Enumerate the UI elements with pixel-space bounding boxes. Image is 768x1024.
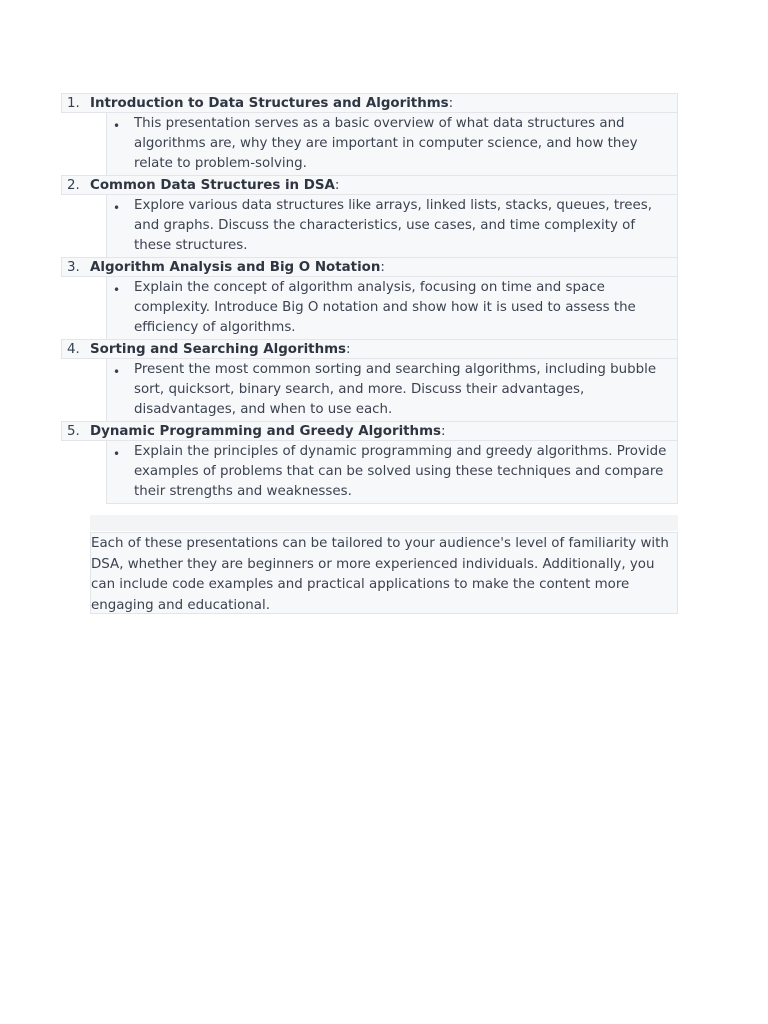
- topic-detail-text: Present the most common sorting and searching algorithms, including bubble sort, quicksort, binary search, and more. Discuss their advantages, disadvantages, and when to use each.: [134, 362, 657, 417]
- bullet-icon: •: [113, 119, 121, 133]
- topic-detail-3: [106, 277, 678, 340]
- topic-detail-1: [106, 113, 678, 176]
- topic-item-2: [61, 175, 678, 195]
- topic-detail-2: [106, 195, 678, 258]
- topic-title: Dynamic Programming and Greedy Algorithms: [90, 424, 442, 439]
- topic-item-4: [61, 339, 678, 359]
- topic-detail-text: Explain the concept of algorithm analysis, focusing on time and space complexity. Introduce Big O notation and show how it is used to assess the efficiency of algorithms.: [134, 280, 636, 335]
- topic-suffix: :: [441, 424, 446, 439]
- topic-title: Sorting and Searching Algorithms: [90, 342, 347, 357]
- topic-detail-text: Explain the principles of dynamic programming and greedy algorithms. Provide examples of problems that can be solved using these techniques and compare their strengths and weaknesses.: [134, 444, 667, 499]
- topic-heading: [90, 340, 351, 359]
- topic-title: Common Data Structures in DSA: [90, 178, 335, 193]
- topic-detail-4: [106, 359, 678, 422]
- topic-detail-5: [106, 441, 678, 504]
- topic-item-1: [61, 93, 678, 113]
- topic-list: [61, 93, 678, 504]
- bullet-icon: •: [113, 447, 121, 461]
- topic-item-5: [61, 421, 678, 441]
- topic-suffix: :: [448, 96, 454, 111]
- topic-title: Introduction to Data Structures and Algorithms: [90, 96, 449, 111]
- topic-heading: [90, 258, 385, 277]
- topic-heading: [90, 176, 339, 195]
- topic-number: 3.: [67, 260, 80, 275]
- empty-spacer-row: [90, 515, 678, 531]
- topic-suffix: :: [346, 342, 351, 357]
- topic-heading: [90, 94, 453, 113]
- topic-number: 4.: [67, 342, 80, 357]
- topic-heading: [90, 422, 446, 441]
- topic-suffix: :: [334, 178, 340, 193]
- topic-suffix: :: [380, 260, 385, 275]
- topic-title: Algorithm Analysis and Big O Notation: [90, 260, 381, 275]
- topic-item-3: [61, 257, 678, 277]
- summary-paragraph: Each of these presentations can be tailored to your audience's level of familiarity with DSA, whether they are beginners or more experienced individuals. Additionally, you can include code examples and practical applications to make the content more engaging and educational.: [90, 532, 678, 614]
- topic-number: 2.: [67, 178, 80, 193]
- bullet-icon: •: [113, 365, 121, 379]
- bullet-icon: •: [113, 201, 121, 215]
- topic-number: 5.: [67, 424, 80, 439]
- bullet-icon: •: [113, 283, 121, 297]
- topic-number: 1.: [67, 96, 80, 111]
- topic-detail-text: Explore various data structures like arrays, linked lists, stacks, queues, trees, and graphs. Discuss the characteristics, use cases, and time complexity of these structures.: [134, 198, 653, 253]
- topic-detail-text: This presentation serves as a basic overview of what data structures and algorithms are, why they are important in computer science, and how they relate to problem-solving.: [134, 116, 638, 171]
